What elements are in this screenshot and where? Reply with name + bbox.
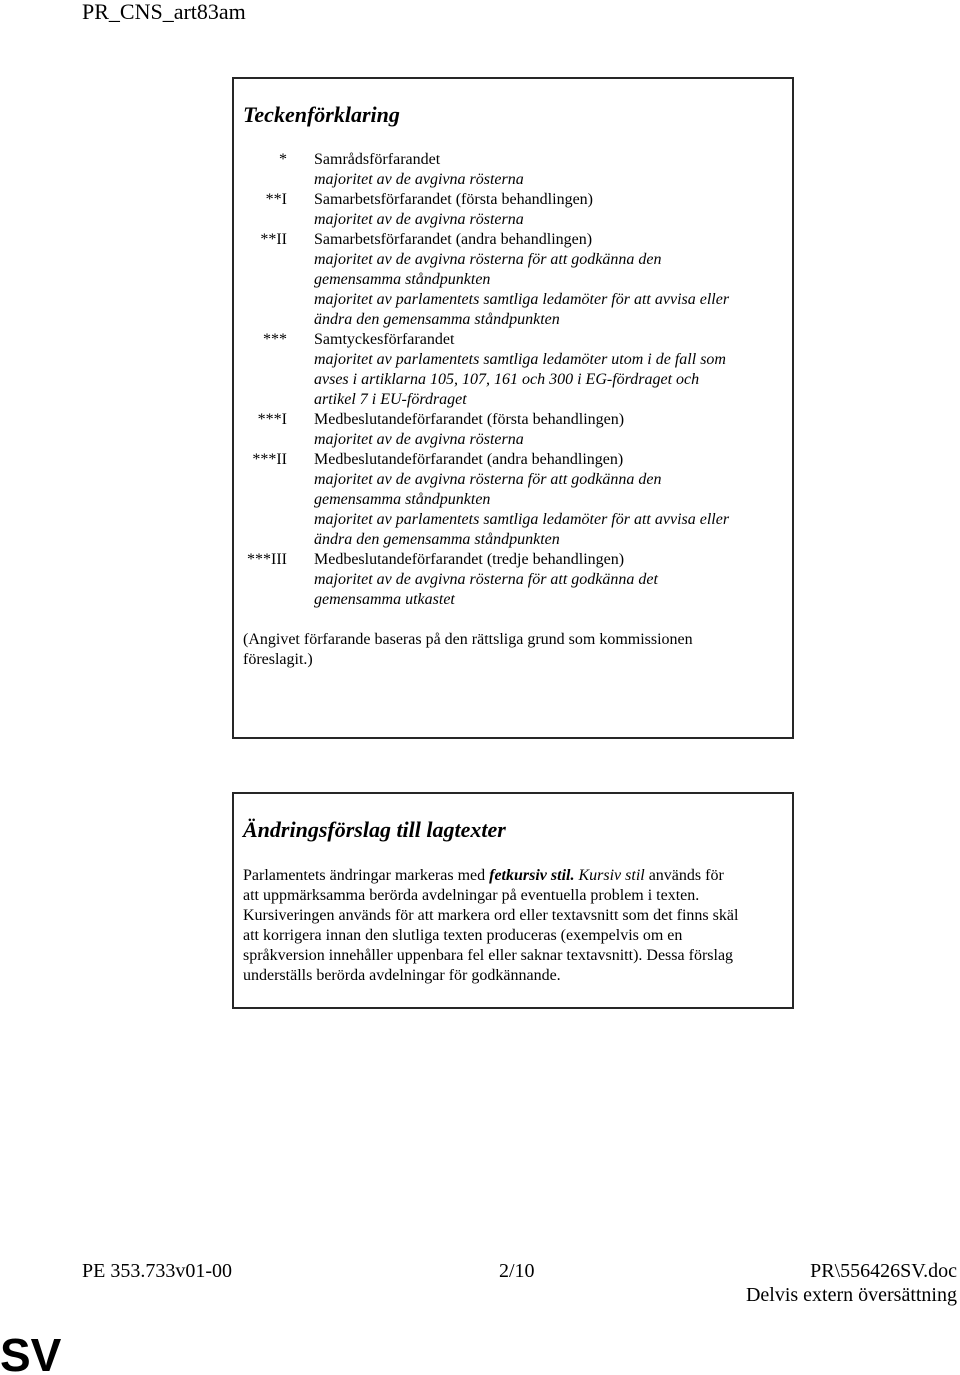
- majority-requirement-line: majoritet av de avgivna rösterna: [314, 431, 524, 448]
- procedure-symbol: ***II: [252, 451, 287, 468]
- explanation-tail: används för: [648, 867, 724, 884]
- legend-entry: [243, 550, 783, 610]
- procedure-symbol: **II: [260, 231, 287, 248]
- procedure-symbol: ***I: [257, 411, 287, 428]
- footer-filename: PR\556426SV.doc: [810, 1260, 957, 1282]
- legend-entry: [243, 410, 783, 450]
- procedure-symbol: *: [279, 151, 287, 168]
- majority-requirement-line: gemensamma ståndpunkten: [314, 491, 491, 508]
- procedure-legend-list: [243, 150, 783, 610]
- procedure-symbol: ***: [263, 331, 287, 348]
- procedure-description: [314, 550, 658, 610]
- majority-requirement-line: majoritet av de avgivna rösterna för att godkänna den: [314, 251, 662, 268]
- bold-italic-example: fetkursiv stil.: [489, 867, 575, 884]
- majority-requirement-line: majoritet av parlamentets samtliga ledamöter för att avvisa eller: [314, 291, 730, 308]
- majority-requirement-line: artikel 7 i EU-fördraget: [314, 391, 467, 408]
- explanation-line: språkversion innehåller uppenbara fel eller saknar textavsnitt). Dessa förslag: [243, 947, 734, 964]
- majority-requirement-line: majoritet av de avgivna rösterna för att godkänna det: [314, 571, 658, 588]
- majority-requirement-line: majoritet av de avgivna rösterna för att godkänna den: [314, 471, 662, 488]
- procedure-name: Medbeslutandeförfarandet (andra behandlingen): [314, 451, 624, 468]
- procedure-description: [314, 150, 524, 190]
- explanation-line: att uppmärksamma berörda avdelningar på eventuella problem i texten.: [243, 887, 700, 904]
- explanation-line: Kursiveringen används för att markera ord eller textavsnitt som det finns skäl: [243, 907, 739, 924]
- majority-requirement-line: ändra den gemensamma ståndpunkten: [314, 531, 560, 548]
- procedure-name: Samarbetsförfarandet (andra behandlingen): [314, 231, 593, 248]
- explanation-line: att korrigera innan den slutliga texten produceras (exempelvis om en: [243, 927, 683, 944]
- explanation-line: [243, 866, 738, 886]
- amendments-title: Ändringsförslag till lagtexter: [243, 817, 506, 842]
- legend-entry: [243, 150, 783, 190]
- footer-reference: PE 353.733v01-00: [82, 1260, 232, 1282]
- procedure-name: Medbeslutandeförfarandet (första behandlingen): [314, 411, 625, 428]
- explanation-line: underställs berörda avdelningar för godkännande.: [243, 967, 561, 984]
- procedure-symbol: **I: [265, 191, 287, 208]
- legal-basis-note: [243, 630, 693, 670]
- procedure-name: Medbeslutandeförfarandet (tredje behandlingen): [314, 551, 625, 568]
- majority-requirement-line: avses i artiklarna 105, 107, 161 och 300 i EG-fördraget och: [314, 371, 700, 388]
- legal-basis-note-line: föreslagit.): [243, 651, 313, 668]
- procedure-description: [314, 330, 726, 410]
- procedure-description: [314, 450, 729, 550]
- procedure-name: Samtyckesförfarandet: [314, 331, 455, 348]
- legend-entry: [243, 450, 783, 550]
- procedure-name: Samrådsförfarandet: [314, 151, 441, 168]
- document-code: PR_CNS_art83am: [82, 0, 246, 24]
- explanation-lead: Parlamentets ändringar markeras med: [243, 867, 486, 884]
- legend-entry: [243, 190, 783, 230]
- legend-entry: [243, 330, 783, 410]
- procedure-description: [314, 190, 593, 230]
- majority-requirement-line: gemensamma utkastet: [314, 591, 455, 608]
- legend-title: Teckenförklaring: [243, 102, 400, 127]
- majority-requirement-line: gemensamma ståndpunkten: [314, 271, 491, 288]
- footer-translation-status: Delvis extern översättning: [745, 1284, 957, 1306]
- footer-page-number: 2/10: [499, 1260, 535, 1282]
- procedure-description: [314, 230, 729, 330]
- legal-basis-note-line: (Angivet förfarande baseras på den rättsliga grund som kommissionen: [243, 631, 693, 648]
- majority-requirement-line: majoritet av de avgivna rösterna: [314, 171, 524, 188]
- legend-entry: [243, 230, 783, 330]
- majority-requirement-line: ändra den gemensamma ståndpunkten: [314, 311, 560, 328]
- majority-requirement-line: majoritet av parlamentets samtliga ledamöter för att avvisa eller: [314, 511, 730, 528]
- procedure-symbol: ***III: [247, 551, 287, 568]
- amendments-explanation: [243, 866, 738, 986]
- procedure-description: [314, 410, 624, 450]
- procedure-name: Samarbetsförfarandet (första behandlingen): [314, 191, 593, 208]
- language-code: SV: [0, 1329, 62, 1375]
- majority-requirement-line: majoritet av parlamentets samtliga ledamöter utom i de fall som: [314, 351, 726, 368]
- majority-requirement-line: majoritet av de avgivna rösterna: [314, 211, 524, 228]
- italic-example: Kursiv stil: [578, 867, 645, 884]
